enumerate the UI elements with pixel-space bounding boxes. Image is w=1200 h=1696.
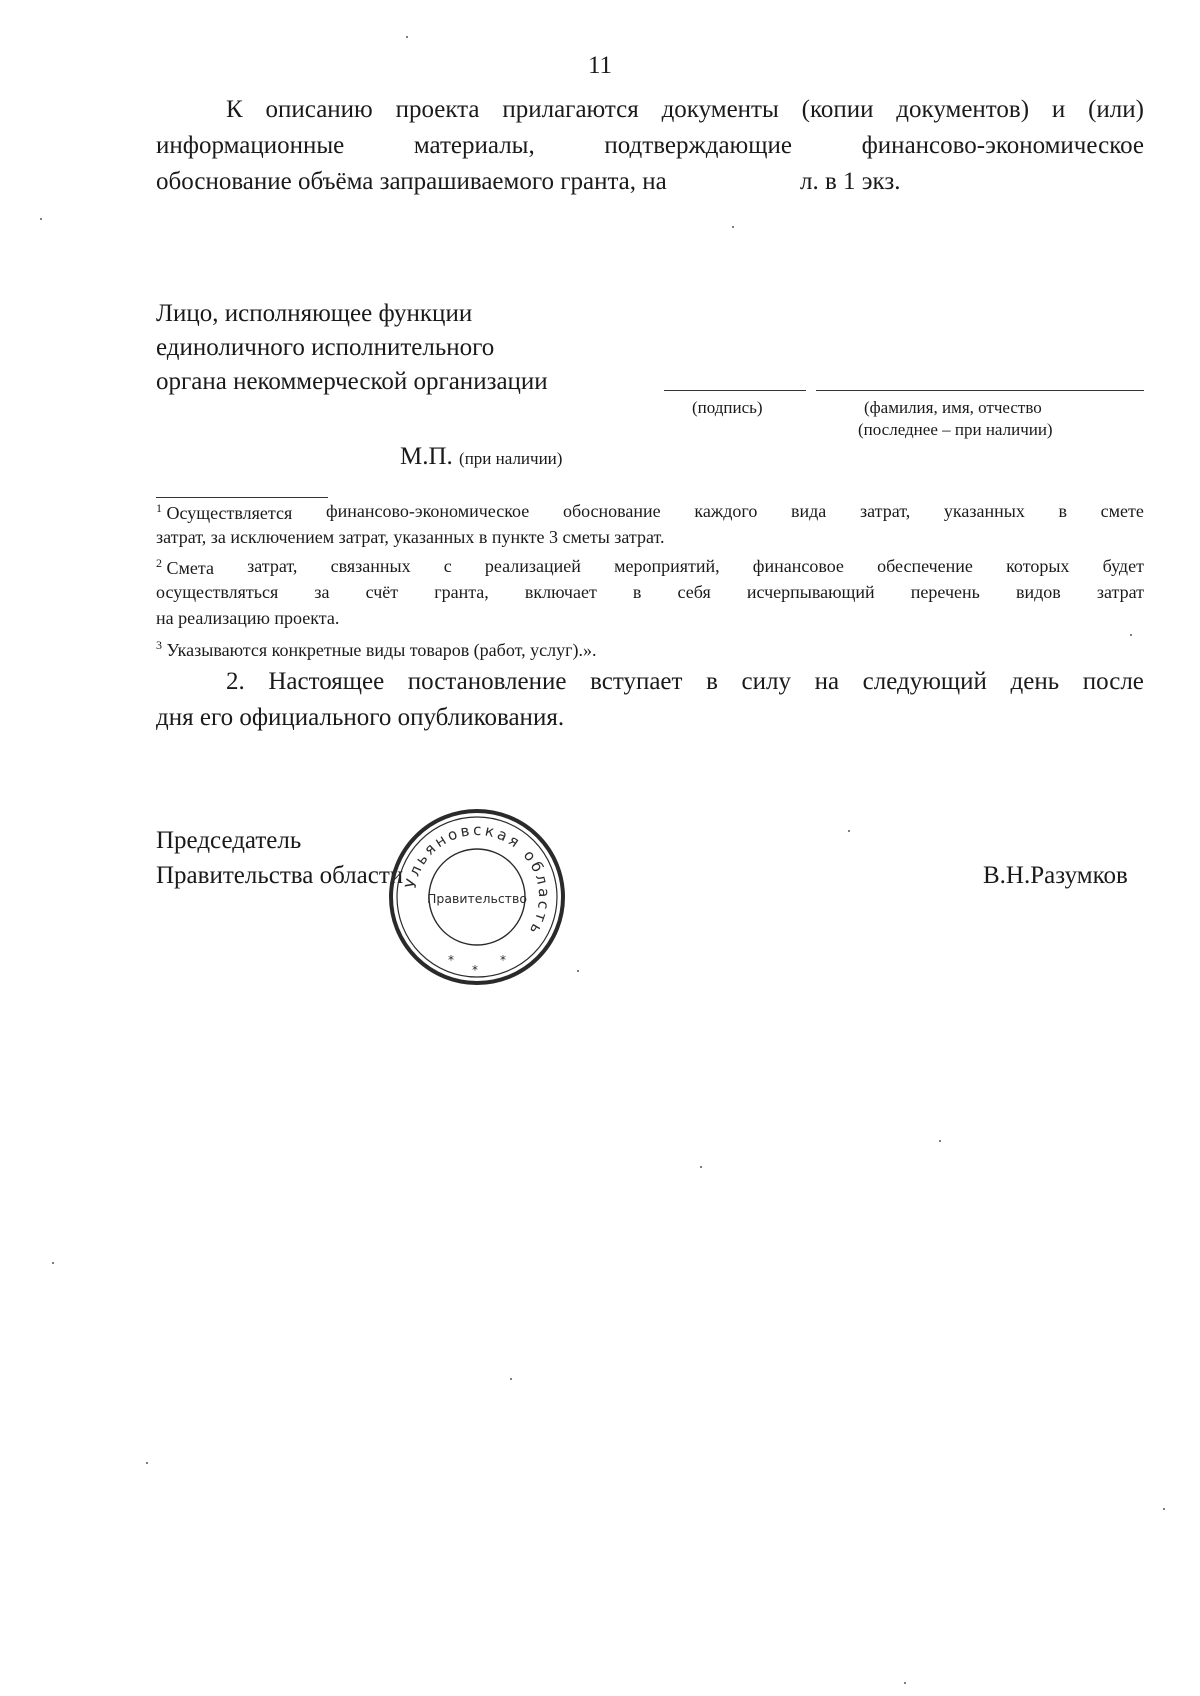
word: в [706,668,718,695]
mp-label: М.П. [400,443,453,470]
signatory-line-2: единоличного исполнительного [156,334,495,361]
word: гранта, [434,582,489,602]
word: Смета [166,558,214,578]
word: 2. [226,668,245,695]
chairman-name: В.Н.Разумков [983,862,1128,889]
footnote-1-line-2: затрат, за исключением затрат, указанных в пункте 3 сметы затрат. [156,527,665,547]
chairman-title-line-1: Председатель [156,827,302,854]
footnote-1-mark: 1 [156,501,162,515]
name-caption-line-2: (последнее – при наличии) [858,420,1053,439]
attachment-line-1-text: К описанию проекта прилагаются документы (копии документов) и (или) [226,96,1144,123]
word: себя [677,582,711,602]
signatory-line-3: органа некоммерческой организации [156,368,548,395]
word: Настоящее [268,668,385,695]
word: финансово-экономическое [861,132,1144,159]
word: силу [741,668,791,695]
scan-speck [406,36,408,38]
word: затрат, [247,556,298,576]
attachment-line-1 [226,96,1144,124]
word: связанных [330,556,411,576]
footnote-2-line-1 [156,556,1144,579]
word [156,556,214,579]
scan-speck [146,1462,148,1464]
footnote-3-mark: 3 [156,638,162,652]
word: обеспечение [877,556,973,576]
word: подтверждающие [604,132,792,159]
footnote-1-line-1 [156,501,1144,524]
name-caption-line-1: (фамилия, имя, отчество [864,398,1042,417]
word: указанных [943,501,1025,521]
word: информационные [156,132,345,159]
word: осуществляться [156,582,279,602]
word: смете [1100,501,1144,521]
scan-speck [848,830,850,832]
word: вида [791,501,827,521]
clause-2-line-1 [226,668,1144,696]
mp-note: (при наличии) [459,449,563,468]
word: в [632,582,642,602]
word: Осуществляется [166,503,293,523]
attachment-line-2 [156,132,1144,160]
svg-text:*: * [500,953,506,967]
scan-speck [40,218,42,220]
footnote-2-line-3: на реализацию проекта. [156,608,340,628]
word: перечень [910,582,980,602]
word: финансово-экономическое [325,501,530,521]
scan-speck [904,1682,906,1684]
word: затрат, [859,501,911,521]
scan-speck [52,1262,54,1264]
word [156,501,292,524]
scan-speck [577,970,579,972]
footnote-2-line-2 [156,582,1144,603]
word: после [1082,668,1144,695]
scan-speck [732,226,734,228]
chairman-title-line-2: Правительства области [156,862,404,889]
word: день [1010,668,1060,695]
signature-caption: (подпись) [692,398,763,417]
word: видов [1015,582,1061,602]
svg-text:*: * [472,963,478,977]
word: мероприятий, [614,556,720,576]
word: постановление [407,668,567,695]
official-stamp [386,806,568,988]
word: финансовое [752,556,844,576]
signatory-line-1: Лицо, исполняющее функции [156,300,473,327]
mp-line [400,443,562,471]
word: включает [524,582,597,602]
scan-speck [1130,634,1132,636]
word: будет [1102,556,1144,576]
footnote-2-mark: 2 [156,556,162,570]
svg-text:Ульяновская область: Ульяновская область [401,820,554,940]
word: вступает [590,668,683,695]
footnote-3 [156,638,596,661]
name-line [816,390,1144,391]
word: обоснование [562,501,661,521]
word: материалы, [413,132,535,159]
word: каждого [694,501,758,521]
word: в [1058,501,1067,521]
scan-speck [939,1140,941,1142]
footnote-separator [156,497,328,498]
attachment-line-3-start: обоснование объёма запрашиваемого гранта, на [156,168,667,195]
word: за [314,582,330,602]
scan-speck [1163,1508,1165,1510]
footnote-3-text: Указываются конкретные виды товаров (работ, услуг).». [166,640,597,660]
word: затрат [1096,582,1144,602]
word: на [814,668,840,695]
word: следующий [862,668,987,695]
clause-2-line-2: дня его официального опубликования. [156,704,565,731]
word: исчерпывающий [746,582,875,602]
svg-text:*: * [448,953,454,967]
svg-text:Правительство: Правительство [427,891,527,906]
scan-speck [700,1166,702,1168]
signature-line [664,390,806,391]
scan-speck [510,1378,512,1380]
word: реализацией [484,556,581,576]
word: с [443,556,452,576]
word: счёт [365,582,399,602]
word: которых [1006,556,1070,576]
page-number: 11 [587,52,613,79]
attachment-line-3-end: л. в 1 экз. [800,168,901,195]
